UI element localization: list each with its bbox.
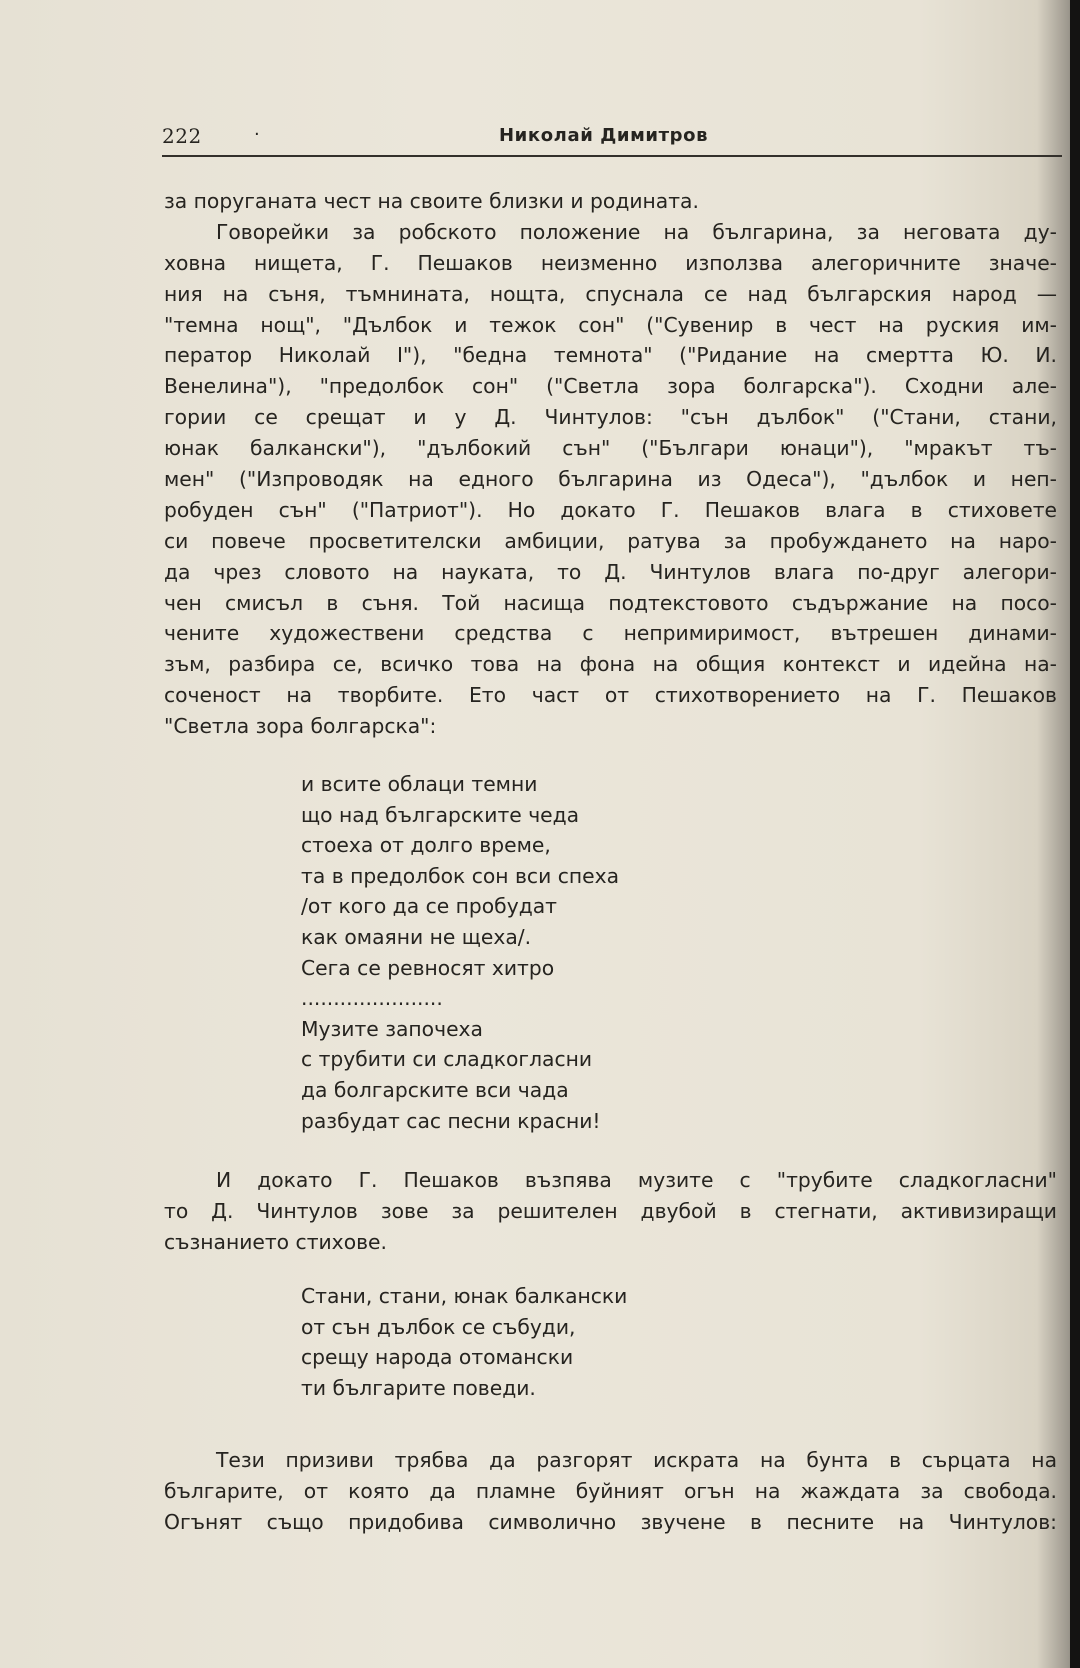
text-line: "темна нощ", "Дълбок и тежок сон" ("Сувенир в чест на руския им- xyxy=(164,312,1057,337)
poem-line: разбудат сас песни красни! xyxy=(301,1108,601,1133)
text-line: съзнанието стихове. xyxy=(164,1229,387,1254)
poem-line: Музите започеха xyxy=(301,1016,483,1041)
text-line: мен" ("Изпроводяк на едного българина из Одеса"), "дълбок и неп- xyxy=(164,467,1057,492)
page-edge-shadow xyxy=(1070,0,1080,1668)
paragraph-3 xyxy=(164,1445,1057,1538)
poem-line: Стани, стани, юнак балкански xyxy=(301,1284,628,1308)
poem-line: как омаяни не щеха/. xyxy=(301,924,532,949)
paragraph-1 xyxy=(164,186,1057,742)
text-line: юнак балкански"), "дълбокий сън" ("Българи юнаци"), "мракът тъ- xyxy=(164,436,1057,461)
page-header xyxy=(162,124,1062,154)
text-line: соченост на творбите. Ето част от стихотворението на Г. Пешаков xyxy=(164,683,1057,708)
text-line: И докато Г. Пешаков възпява музите с "трубите сладкогласни" xyxy=(216,1168,1057,1192)
poem-line: да болгарските вси чада xyxy=(301,1077,569,1102)
text-line: то Д. Чинтулов зове за решителен двубой в стегнати, активизиращи xyxy=(164,1198,1057,1223)
text-line: Говорейки за робското положение на българина, за неговата ду- xyxy=(216,219,1057,244)
page-number: 222 xyxy=(162,124,202,148)
text-line: българите, от която да пламне буйният огън на жаждата за свобода. xyxy=(164,1478,1057,1503)
text-line: Венелина"), "предолбок сон" ("Светла зора болгарска"). Сходни але- xyxy=(164,374,1057,399)
text-line: за поруганата чест на своите близки и родината. xyxy=(164,189,699,213)
paragraph-2 xyxy=(164,1165,1057,1258)
header-rule xyxy=(162,155,1062,157)
text-line: ховна нищета, Г. Пешаков неизменно използва алегоричните значе- xyxy=(164,250,1057,275)
poem-line: що над българските чеда xyxy=(301,802,580,827)
text-line: ния на съня, тъмнината, нощта, спуснала се над българския народ — xyxy=(164,281,1057,306)
poem-excerpt-peshakov xyxy=(301,769,761,1136)
text-line: Огънят също придобива символично звучене в песните на Чинтулов: xyxy=(164,1509,1057,1534)
poem-line: ти българите поведи. xyxy=(301,1375,536,1400)
poem-line: срещу народа отомански xyxy=(301,1345,574,1370)
poem-line: с трубити си сладкогласни xyxy=(301,1047,593,1072)
text-line: Тези призиви трябва да разгорят искрата на бунта в сърцата на xyxy=(216,1448,1057,1472)
text-line: си повече просветителски амбиции, ратува за пробуждането на наро- xyxy=(164,528,1057,553)
poem-line: /от кого да се пробудат xyxy=(301,894,557,919)
text-line: ператор Николай I"), "бедна темнота" ("Ридание на смертта Ю. И. xyxy=(164,343,1057,368)
text-line: чените художествени средства с непримиримост, вътрешен динами- xyxy=(164,621,1057,646)
text-line: да чрез словото на науката, то Д. Чинтулов влага по-друг алегори- xyxy=(164,559,1057,584)
poem-line: от сън дълбок се събуди, xyxy=(301,1314,576,1339)
poem-line: Сега се ревносят хитро xyxy=(301,955,555,980)
text-line: зъм, разбира се, всичко това на фона на общия контекст и идейна на- xyxy=(164,652,1057,677)
poem-excerpt-chintulov xyxy=(301,1281,761,1403)
poem-line: и всите облаци темни xyxy=(301,772,538,796)
poem-line: стоеха от долго време, xyxy=(301,833,551,858)
poem-ellipsis: ...................... xyxy=(301,986,443,1011)
text-line: "Светла зора болгарска": xyxy=(164,714,437,739)
text-line: гории се срещат и у Д. Чинтулов: "сън дълбок" ("Стани, стани, xyxy=(164,405,1057,430)
text-line: чен смисъл в съня. Той насища подтекстовото съдържание на посо- xyxy=(164,590,1057,615)
text-line: робуден сън" ("Патриот"). Но докато Г. Пешаков влага в стиховете xyxy=(164,497,1057,522)
poem-line: та в предолбок сон вси спеха xyxy=(301,863,620,888)
running-title: Николай Димитров xyxy=(499,125,709,146)
header-dot: · xyxy=(254,124,260,145)
